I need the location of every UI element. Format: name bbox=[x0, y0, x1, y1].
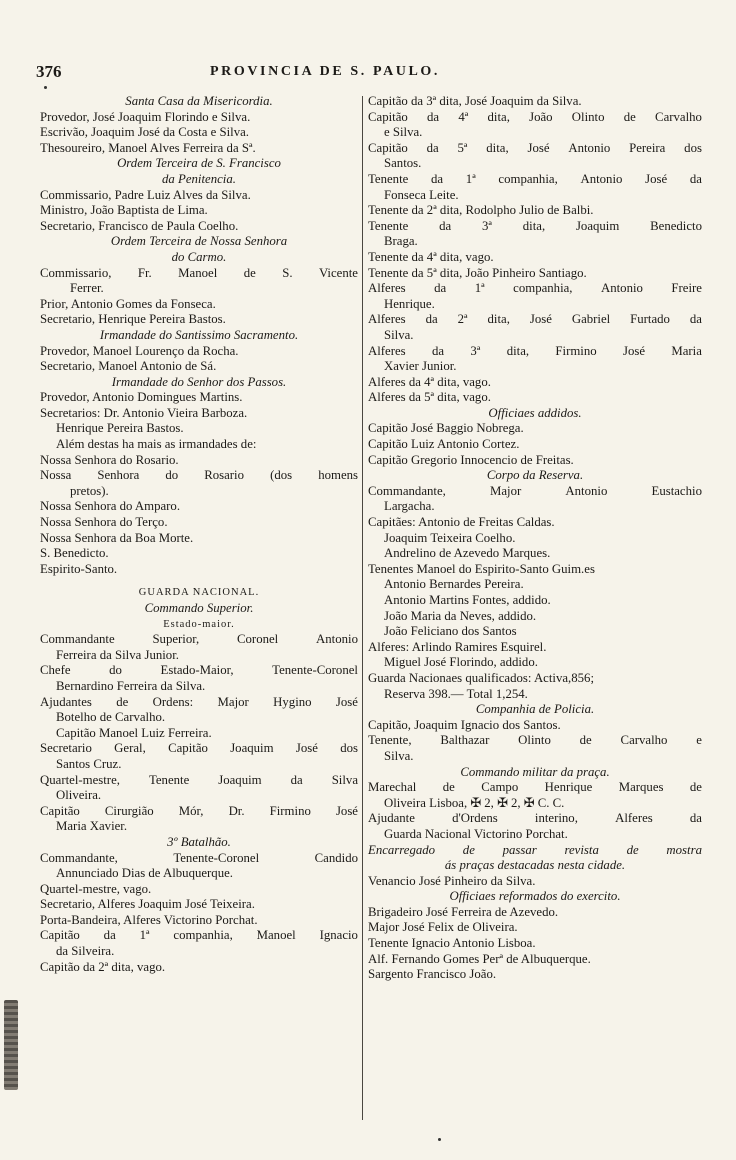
word: dos bbox=[340, 741, 358, 756]
continuation-line: Guarda Nacional Victorino Porchat. bbox=[384, 826, 568, 841]
word: Campo bbox=[481, 780, 519, 795]
running-header: PROVINCIA DE S. PAULO. bbox=[210, 64, 441, 79]
word: Joaquim bbox=[575, 218, 620, 233]
word: da bbox=[426, 140, 439, 155]
justified-line bbox=[368, 312, 702, 328]
continuation-line: pretos). bbox=[70, 483, 109, 498]
section-heading: Corpo da Reserva. bbox=[486, 468, 584, 483]
text-line: S. Benedicto. bbox=[40, 546, 109, 561]
section-heading: Ordem Terceira de Nossa Senhora bbox=[110, 234, 288, 249]
justified-line bbox=[368, 281, 702, 297]
continuation-line: Oliveira Lisboa, ✠ 2, ✠ 2, ✠ C. C. bbox=[384, 795, 565, 810]
text-line: Quartel-mestre, vago. bbox=[40, 881, 152, 896]
word: 3ª bbox=[482, 218, 492, 233]
continuation-line: Capitão Manoel Luiz Ferreira. bbox=[56, 725, 212, 740]
continuation-line: Reserva 398.— Total 1,254. bbox=[384, 686, 528, 701]
continuation-line: João Maria da Neves, addido. bbox=[384, 608, 537, 623]
word: de bbox=[116, 694, 129, 709]
word: do bbox=[165, 468, 179, 483]
text-line: Nossa Senhora do Terço. bbox=[40, 515, 168, 530]
text-line: Secretario, Alferes Joaquim José Teixeira. bbox=[40, 897, 255, 912]
justified-line bbox=[368, 141, 702, 157]
word: Joaquim bbox=[230, 741, 274, 756]
word: da bbox=[425, 312, 438, 327]
right-column bbox=[368, 94, 702, 983]
word: companhia, bbox=[498, 171, 558, 186]
section-spacer bbox=[40, 577, 358, 585]
justified-line bbox=[40, 695, 358, 711]
word: de bbox=[626, 842, 639, 857]
word: Tenente-Coronel bbox=[173, 850, 260, 865]
word: Antonio bbox=[568, 140, 611, 155]
text-line: Tenente da 4ª dita, vago. bbox=[368, 249, 494, 264]
section-heading: Commando Superior. bbox=[144, 601, 254, 615]
word: José bbox=[529, 312, 552, 327]
word: Mór, bbox=[178, 803, 204, 818]
continuation-line: Braga. bbox=[384, 234, 418, 249]
word: de bbox=[442, 780, 455, 795]
justified-line bbox=[40, 632, 358, 648]
justified-line bbox=[368, 344, 702, 360]
justified-line bbox=[368, 733, 702, 749]
continuation-line: Antonio Bernardes Pereira. bbox=[384, 577, 524, 592]
word: Tenente, bbox=[368, 733, 412, 748]
justified-line bbox=[368, 811, 702, 827]
word: Vicente bbox=[318, 265, 358, 280]
justified-line bbox=[368, 172, 702, 188]
word: Commissario, bbox=[40, 265, 112, 280]
section-caption: GUARDA NACIONAL. bbox=[138, 587, 260, 599]
word: da bbox=[432, 343, 445, 358]
continuation-line: Henrique. bbox=[384, 296, 435, 311]
word: Estado-Maior, bbox=[160, 663, 234, 678]
word: Manoel bbox=[256, 928, 296, 943]
word: dita, bbox=[487, 312, 510, 327]
word: Alferes bbox=[368, 343, 406, 358]
word: da bbox=[689, 811, 702, 826]
text-line: Tenente Ignacio Antonio Lisboa. bbox=[368, 936, 536, 951]
word: José bbox=[527, 140, 550, 155]
justified-line bbox=[40, 266, 358, 282]
word: Rosario bbox=[204, 468, 245, 483]
justified-line bbox=[40, 741, 358, 757]
justified-line bbox=[40, 804, 358, 820]
word: Furtado bbox=[630, 312, 670, 327]
word: de bbox=[689, 780, 702, 795]
text-line: Nossa Senhora do Rosario. bbox=[40, 452, 179, 467]
word: Coronel bbox=[237, 632, 279, 647]
page-number: 376 bbox=[36, 62, 62, 81]
text-line: Capitão José Baggio Nobrega. bbox=[368, 421, 524, 436]
word: Hygino bbox=[273, 694, 312, 709]
word: dos bbox=[684, 140, 702, 155]
justified-line bbox=[40, 928, 358, 944]
text-line: Alf. Fernando Gomes Perª de Albuquerque. bbox=[368, 951, 591, 966]
text-line: Alferes: Arlindo Ramires Esquirel. bbox=[368, 639, 547, 654]
word: 4ª bbox=[458, 109, 469, 124]
word: dita, bbox=[487, 109, 510, 124]
word: 1ª bbox=[465, 171, 476, 186]
word: Capitão bbox=[168, 741, 208, 756]
word: Maria bbox=[671, 343, 702, 358]
continuation-line: Andrelino de Azevedo Marques. bbox=[384, 546, 551, 561]
text-line: Secretario, Manoel Antonio de Sá. bbox=[40, 359, 217, 374]
continuation-line: Maria Xavier. bbox=[56, 819, 128, 834]
text-line: Ministro, João Baptista de Lima. bbox=[40, 203, 208, 218]
ink-speck bbox=[44, 86, 47, 89]
word: S. bbox=[282, 265, 293, 280]
word: Marechal bbox=[368, 780, 417, 795]
word: Manoel bbox=[178, 265, 218, 280]
word: Olinto bbox=[571, 109, 605, 124]
word: dita, bbox=[506, 343, 530, 358]
text-line: Tenentes Manoel do Espirito-Santo Guim.es bbox=[368, 561, 595, 576]
text-line: Alferes da 5ª dita, vago. bbox=[368, 390, 491, 405]
word: Antonio bbox=[316, 632, 358, 647]
text-line: Secretario, Henrique Pereira Bastos. bbox=[40, 312, 226, 327]
word: Firmino bbox=[269, 803, 311, 818]
continuation-line: Fonseca Leite. bbox=[384, 187, 459, 202]
ink-speck bbox=[438, 1138, 441, 1141]
word: da bbox=[103, 928, 116, 943]
text-line: Guarda Nacionaes qualificados: Activa,856; bbox=[368, 670, 595, 685]
word: José bbox=[622, 343, 646, 358]
text-line: Major José Felix de Oliveira. bbox=[368, 920, 518, 935]
continuation-line: Santos. bbox=[384, 156, 422, 171]
section-heading: do Carmo. bbox=[171, 249, 227, 264]
word: 1ª bbox=[139, 928, 150, 943]
word: Capitão bbox=[368, 140, 408, 155]
word: Firmino bbox=[555, 343, 597, 358]
justified-line bbox=[40, 663, 358, 679]
word: 1ª bbox=[474, 281, 485, 296]
word: Olinto bbox=[518, 733, 551, 748]
word: de bbox=[243, 265, 256, 280]
section-heading: Santa Casa da Misericordia. bbox=[125, 94, 273, 108]
word: Commandante, bbox=[40, 850, 118, 865]
word: José bbox=[335, 694, 358, 709]
text-line: Provedor, Antonio Domingues Martins. bbox=[40, 390, 243, 405]
continuation-line: Oliveira. bbox=[56, 788, 102, 803]
continuation-line: Largacha. bbox=[384, 499, 435, 514]
continuation-line: Miguel José Florindo, addido. bbox=[384, 655, 538, 670]
word: companhia, bbox=[513, 281, 573, 296]
word: Carvalho bbox=[655, 109, 702, 124]
word: José bbox=[335, 803, 358, 818]
justified-line bbox=[40, 468, 358, 484]
word: Ajudantes bbox=[40, 694, 92, 709]
word: mostra bbox=[666, 842, 702, 857]
word: (dos bbox=[270, 468, 293, 483]
continuation-line: Ferreira da Silva Junior. bbox=[56, 647, 179, 662]
section-heading: ás praças destacadas nesta cidade. bbox=[444, 858, 626, 873]
word: Benedicto bbox=[650, 218, 702, 233]
word: João bbox=[529, 109, 553, 124]
text-line: Provedor, José Joaquim Florindo e Silva. bbox=[40, 109, 251, 124]
text-line: Venancio José Pinheiro da Silva. bbox=[368, 873, 536, 888]
word: Chefe bbox=[40, 663, 71, 678]
word: Joaquim bbox=[218, 772, 262, 787]
word: Tenente bbox=[368, 218, 409, 233]
text-line: Alferes da 4ª dita, vago. bbox=[368, 374, 491, 389]
justified-line bbox=[368, 843, 702, 859]
binding-mark bbox=[4, 1000, 18, 1090]
word: Tenente bbox=[148, 772, 190, 787]
continuation-line: Silva. bbox=[384, 748, 414, 763]
word: Ajudante bbox=[368, 811, 415, 826]
word: Silva bbox=[331, 772, 358, 787]
word: da bbox=[689, 312, 702, 327]
text-line: Espirito-Santo. bbox=[40, 561, 118, 576]
word: Capitão bbox=[368, 109, 408, 124]
word: dita, bbox=[486, 140, 509, 155]
word: Capitão bbox=[40, 803, 80, 818]
continuation-line: Annunciado Dias de Albuquerque. bbox=[56, 866, 233, 881]
word: Secretario bbox=[40, 741, 92, 756]
text-line: Capitães: Antonio de Freitas Caldas. bbox=[368, 515, 555, 530]
text-line: Secretarios: Dr. Antonio Vieira Barboza. bbox=[40, 405, 248, 420]
word: Cirurgião bbox=[104, 803, 154, 818]
continuation-line: Silva. bbox=[384, 327, 414, 342]
word: 3ª bbox=[470, 343, 481, 358]
continuation-line: Santos Cruz. bbox=[56, 756, 122, 771]
text-line: Tenente da 2ª dita, Rodolpho Julio de Balbi. bbox=[368, 203, 594, 218]
text-line: Nossa Senhora do Amparo. bbox=[40, 499, 181, 514]
text-line: Secretario, Francisco de Paula Coelho. bbox=[40, 218, 239, 233]
word: Ignacio bbox=[319, 928, 358, 943]
word: revista bbox=[564, 842, 599, 857]
word: Major bbox=[489, 483, 522, 498]
word: Alferes bbox=[615, 811, 653, 826]
column-divider bbox=[362, 96, 363, 1120]
word: Nossa bbox=[40, 468, 72, 483]
word: Alferes bbox=[368, 281, 406, 296]
word: Candido bbox=[314, 850, 358, 865]
word: Superior, bbox=[152, 632, 200, 647]
word: interino, bbox=[534, 811, 578, 826]
text-line: Nossa Senhora da Boa Morte. bbox=[40, 530, 194, 545]
section-heading: Irmandade do Santissimo Sacramento. bbox=[99, 327, 299, 342]
word: homens bbox=[318, 468, 358, 483]
section-heading: da Penitencia. bbox=[162, 171, 236, 186]
word: 5ª bbox=[457, 140, 468, 155]
word: Major bbox=[217, 694, 249, 709]
text-line: Commissario, Padre Luiz Alves da Silva. bbox=[40, 187, 251, 202]
word: Pereira bbox=[629, 140, 666, 155]
word: Commandante, bbox=[368, 483, 446, 498]
text-line: Escrivão, Joaquim José da Costa e Silva. bbox=[40, 125, 249, 140]
word: Tenente-Coronel bbox=[272, 663, 358, 678]
text-line: Capitão Gregorio Innocencio de Freitas. bbox=[368, 452, 574, 467]
text-line: Capitão da 3ª dita, José Joaquim da Silva. bbox=[368, 94, 582, 108]
word: Antonio bbox=[580, 171, 623, 186]
word: da bbox=[427, 109, 440, 124]
word: da bbox=[689, 171, 702, 186]
word: Geral, bbox=[114, 741, 146, 756]
text-line: Provedor, Manoel Lourenço da Rocha. bbox=[40, 343, 239, 358]
word: Carvalho bbox=[620, 733, 668, 748]
continuation-line: Antonio Martins Fontes, addido. bbox=[384, 593, 551, 607]
word: José bbox=[645, 171, 668, 186]
word: José bbox=[295, 741, 318, 756]
justified-line bbox=[368, 110, 702, 126]
continuation-line: Botelho de Carvalho. bbox=[56, 710, 166, 725]
text-line: Tenente da 5ª dita, João Pinheiro Santiago. bbox=[368, 265, 587, 280]
text-line: Capitão, Joaquim Ignacio dos Santos. bbox=[368, 717, 561, 732]
word: Henrique bbox=[544, 780, 593, 795]
word: de bbox=[462, 842, 475, 857]
word: da bbox=[439, 218, 452, 233]
word: de bbox=[623, 109, 636, 124]
word: Tenente bbox=[368, 171, 409, 186]
section-heading: Officiaes reformados do exercito. bbox=[449, 889, 621, 904]
continuation-line: Além destas ha mais as irmandades de: bbox=[56, 437, 257, 452]
justified-line bbox=[40, 773, 358, 789]
word: do bbox=[109, 663, 122, 678]
word: Freire bbox=[671, 281, 702, 296]
word: de bbox=[579, 733, 592, 748]
word: da bbox=[434, 281, 447, 296]
justified-line bbox=[368, 219, 702, 235]
word: da bbox=[290, 772, 303, 787]
word: Ordens: bbox=[152, 694, 194, 709]
word: Gabriel bbox=[571, 312, 611, 327]
continuation-line: João Feliciano dos Santos bbox=[384, 624, 517, 639]
word: da bbox=[431, 171, 444, 186]
word: Commandante bbox=[40, 632, 115, 647]
text-line: Thesoureiro, Manoel Alves Ferreira da Sª. bbox=[40, 140, 256, 155]
justified-line bbox=[40, 851, 358, 867]
word: Senhora bbox=[97, 468, 140, 483]
section-heading: Companhia de Policia. bbox=[475, 702, 595, 717]
text-line: Prior, Antonio Gomes da Fonseca. bbox=[40, 296, 216, 311]
word: Quartel-mestre, bbox=[40, 772, 120, 787]
justified-line bbox=[368, 780, 702, 796]
justified-line bbox=[368, 484, 702, 500]
section-heading: Commando militar da praça. bbox=[460, 764, 610, 779]
word: Antonio bbox=[600, 281, 643, 296]
left-column bbox=[40, 94, 358, 975]
word: e bbox=[696, 733, 702, 748]
continuation-line: da Silveira. bbox=[56, 944, 115, 959]
word: Alferes bbox=[368, 312, 406, 327]
word: Marques bbox=[618, 780, 664, 795]
text-line: Capitão Luiz Antonio Cortez. bbox=[368, 437, 520, 452]
word: Capitão bbox=[40, 928, 80, 943]
continuation-line: Bernardino Ferreira da Silva. bbox=[56, 678, 206, 693]
section-heading: Irmandade do Senhor dos Passos. bbox=[111, 374, 287, 389]
continuation-line: Xavier Junior. bbox=[384, 359, 457, 374]
word: dita, bbox=[522, 218, 546, 233]
word: Antonio bbox=[565, 483, 608, 498]
continuation-line: Ferrer. bbox=[70, 281, 104, 296]
word: passar bbox=[502, 842, 537, 857]
word: companhia, bbox=[173, 928, 233, 943]
word: Balthazar bbox=[440, 733, 490, 748]
text-line: Capitão da 2ª dita, vago. bbox=[40, 959, 166, 974]
word: d'Ordens bbox=[452, 811, 498, 826]
word: Eustachio bbox=[651, 483, 702, 498]
continuation-line: e Silva. bbox=[384, 125, 423, 140]
section-heading: Ordem Terceira de S. Francisco bbox=[117, 156, 281, 171]
word: Encarregado bbox=[368, 842, 436, 857]
word: 2ª bbox=[457, 312, 468, 327]
section-heading: 3º Batalhão. bbox=[167, 834, 231, 849]
text-line: Sargento Francisco João. bbox=[368, 967, 497, 982]
word: Fr. bbox=[137, 265, 152, 280]
text-line: Brigadeiro José Ferreira de Azevedo. bbox=[368, 904, 559, 919]
section-caption: Estado-maior. bbox=[163, 618, 235, 630]
text-line: Porta-Bandeira, Alferes Victorino Porchat. bbox=[40, 912, 258, 927]
continuation-line: Joaquim Teixeira Coelho. bbox=[384, 530, 516, 545]
section-heading: Officiaes addidos. bbox=[488, 405, 582, 420]
continuation-line: Henrique Pereira Bastos. bbox=[56, 421, 184, 436]
word: Dr. bbox=[228, 803, 245, 818]
